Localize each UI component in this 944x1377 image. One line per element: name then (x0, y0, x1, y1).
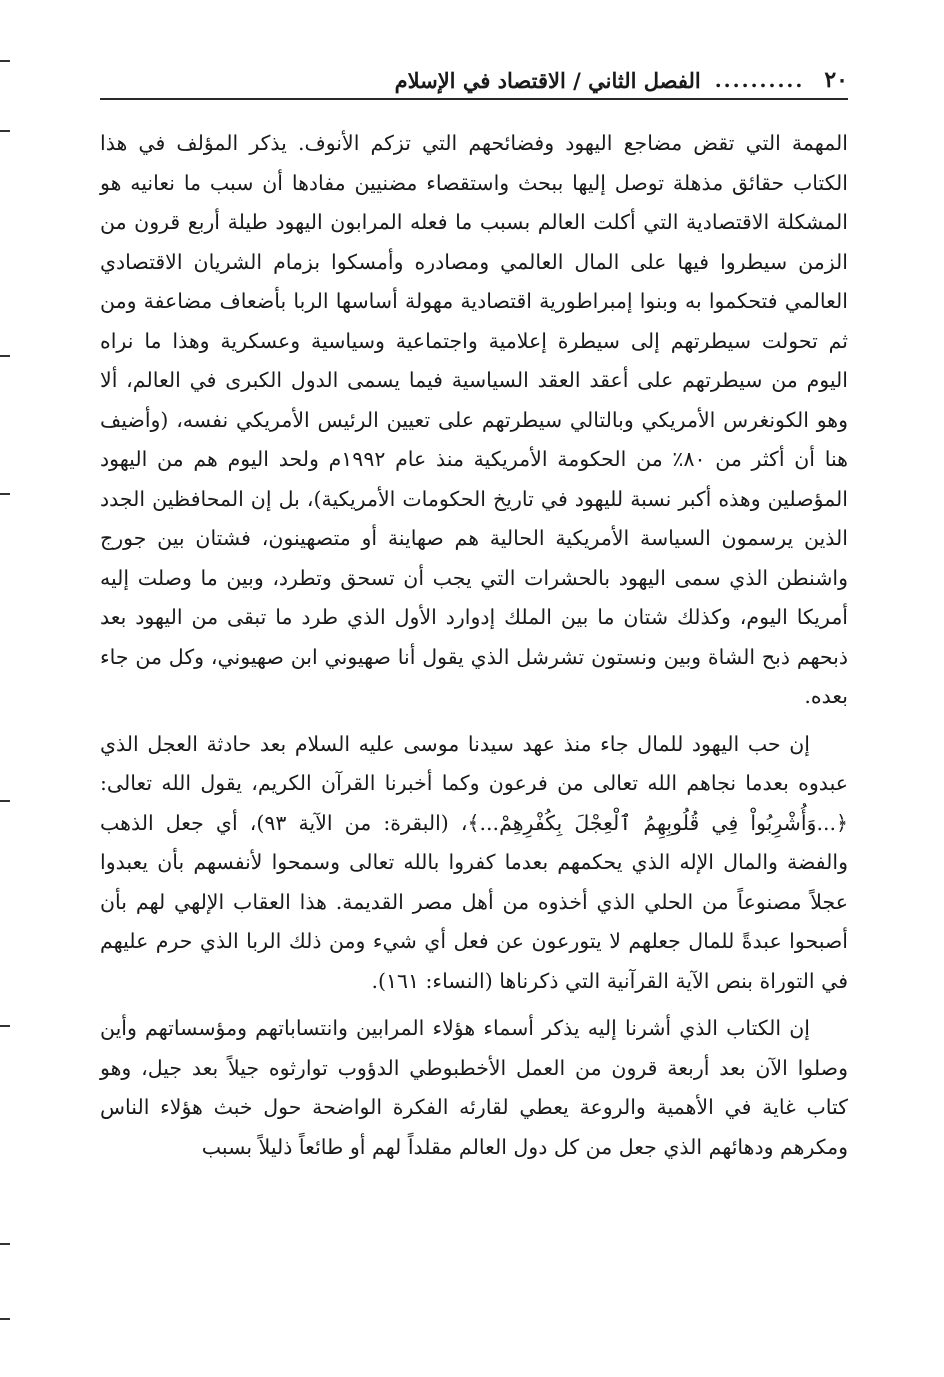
margin-mark (0, 1243, 10, 1245)
margin-mark (0, 130, 10, 132)
paragraph-1: المهمة التي تقض مضاجع اليهود وفضائحهم التي تزكم الأنوف. يذكر المؤلف في هذا الكتاب حقائق مذهلة توصل إليها ببحث واستقصاء مضنيين مفادها أن سبب ما نعانيه هو المشكلة الاقتصادية التي أكلت العالم بسبب ما فعله المرابون اليهود طيلة أربع قرون من الزمن سيطروا فيها على المال العالمي ومصادره وأمسكوا بزمام الشريان الاقتصادي العالمي فتحكموا به وبنوا إمبراطورية اقتصادية مهولة أساسها الربا بأضعاف مضاعفة ومن ثم تحولت سيطرتهم إلى سيطرة إعلامية واجتماعية وسياسية وعسكرية وهذا ما نراه اليوم من سيطرتهم على أعقد العقد السياسية فيما يسمى الدول الكبرى في العالم، ألا وهو الكونغرس الأمريكي وبالتالي سيطرتهم على تعيين الرئيس الأمريكي نفسه، (وأضيف هنا أن أكثر من ٨٠٪ من الحكومة الأمريكية منذ عام ١٩٩٢م ولحد اليوم هم من اليهود المؤصلين وهذه أكبر نسبة لليهود في تاريخ الحكومات الأمريكية)، بل إن المحافظين الجدد الذين يرسمون السياسة الأمريكية الحالية هم صهاينة أو متصهينون، فشتان بين جورج واشنطن الذي سمى اليهود بالحشرات التي يجب أن تسحق وتطرد، وبين ما وصلت إليه أمريكا اليوم، وكذلك شتان ما بين الملك إدوارد الأول الذي طرد ما تبقى من اليهود بعد ذبحهم ذبح الشاة وبين ونستون تشرشل الذي يقول أنا صهيوني ابن صهيوني، وكل من جاء بعده. (100, 131, 848, 708)
margin-mark (0, 1025, 10, 1027)
body-text (100, 124, 848, 1167)
running-title: الفصل الثاني / الاقتصاد في الإسلام (394, 67, 701, 93)
margin-mark (0, 493, 10, 495)
page-number: ٢٠ (824, 67, 848, 93)
page-header (100, 62, 848, 100)
header-dots: .......... (714, 68, 805, 92)
margin-mark (0, 355, 10, 357)
paragraph-2: إن حب اليهود للمال جاء منذ عهد سيدنا موسى عليه السلام بعد حادثة العجل الذي عبدوه بعدما نجاهم الله تعالى من فرعون وكما أخبرنا القرآن الكريم، يقول الله تعالى: ﴿...وَأُشْرِبُواْ فِي قُلُوبِهِمُ ٱلْعِجْلَ بِكُفْرِهِمْ...﴾، (البقرة: من الآية ٩٣)، أي جعل الذهب والفضة والمال الإله الذي يحكمهم بعدما كفروا بالله تعالى وسمحوا لأنفسهم بأن يعبدوا عجلاً مصنوعاً من الحلي الذي أخذوه من أهل مصر القديمة. هذا العقاب الإلهي لهم بأن أصبحوا عبدةً للمال جعلهم لا يتورعون عن فعل أي شيء ومن ذلك الربا الذي حرم عليهم في التوراة بنص الآية القرآنية التي ذكرناها (النساء: ١٦١). (100, 731, 849, 993)
paragraph-3: إن الكتاب الذي أشرنا إليه يذكر أسماء هؤلاء المرابين وانتساباتهم ومؤسساتهم وأين وصلوا الآن بعد أربعة قرون من العمل الأخطبوطي الدؤوب توارثوه جيلاً بعد جيل، وهو كتاب غاية في الأهمية والروعة يعطي لقارئه الفكرة الواضحة حول خبث هؤلاء الناس ومكرهم ودهائهم الذي جعل من كل دول العالم مقلداً لهم أو طائعاً ذليلاً بسبب (100, 1016, 848, 1159)
margin-mark (0, 800, 10, 802)
margin-mark (0, 1318, 10, 1320)
margin-mark (0, 60, 10, 62)
